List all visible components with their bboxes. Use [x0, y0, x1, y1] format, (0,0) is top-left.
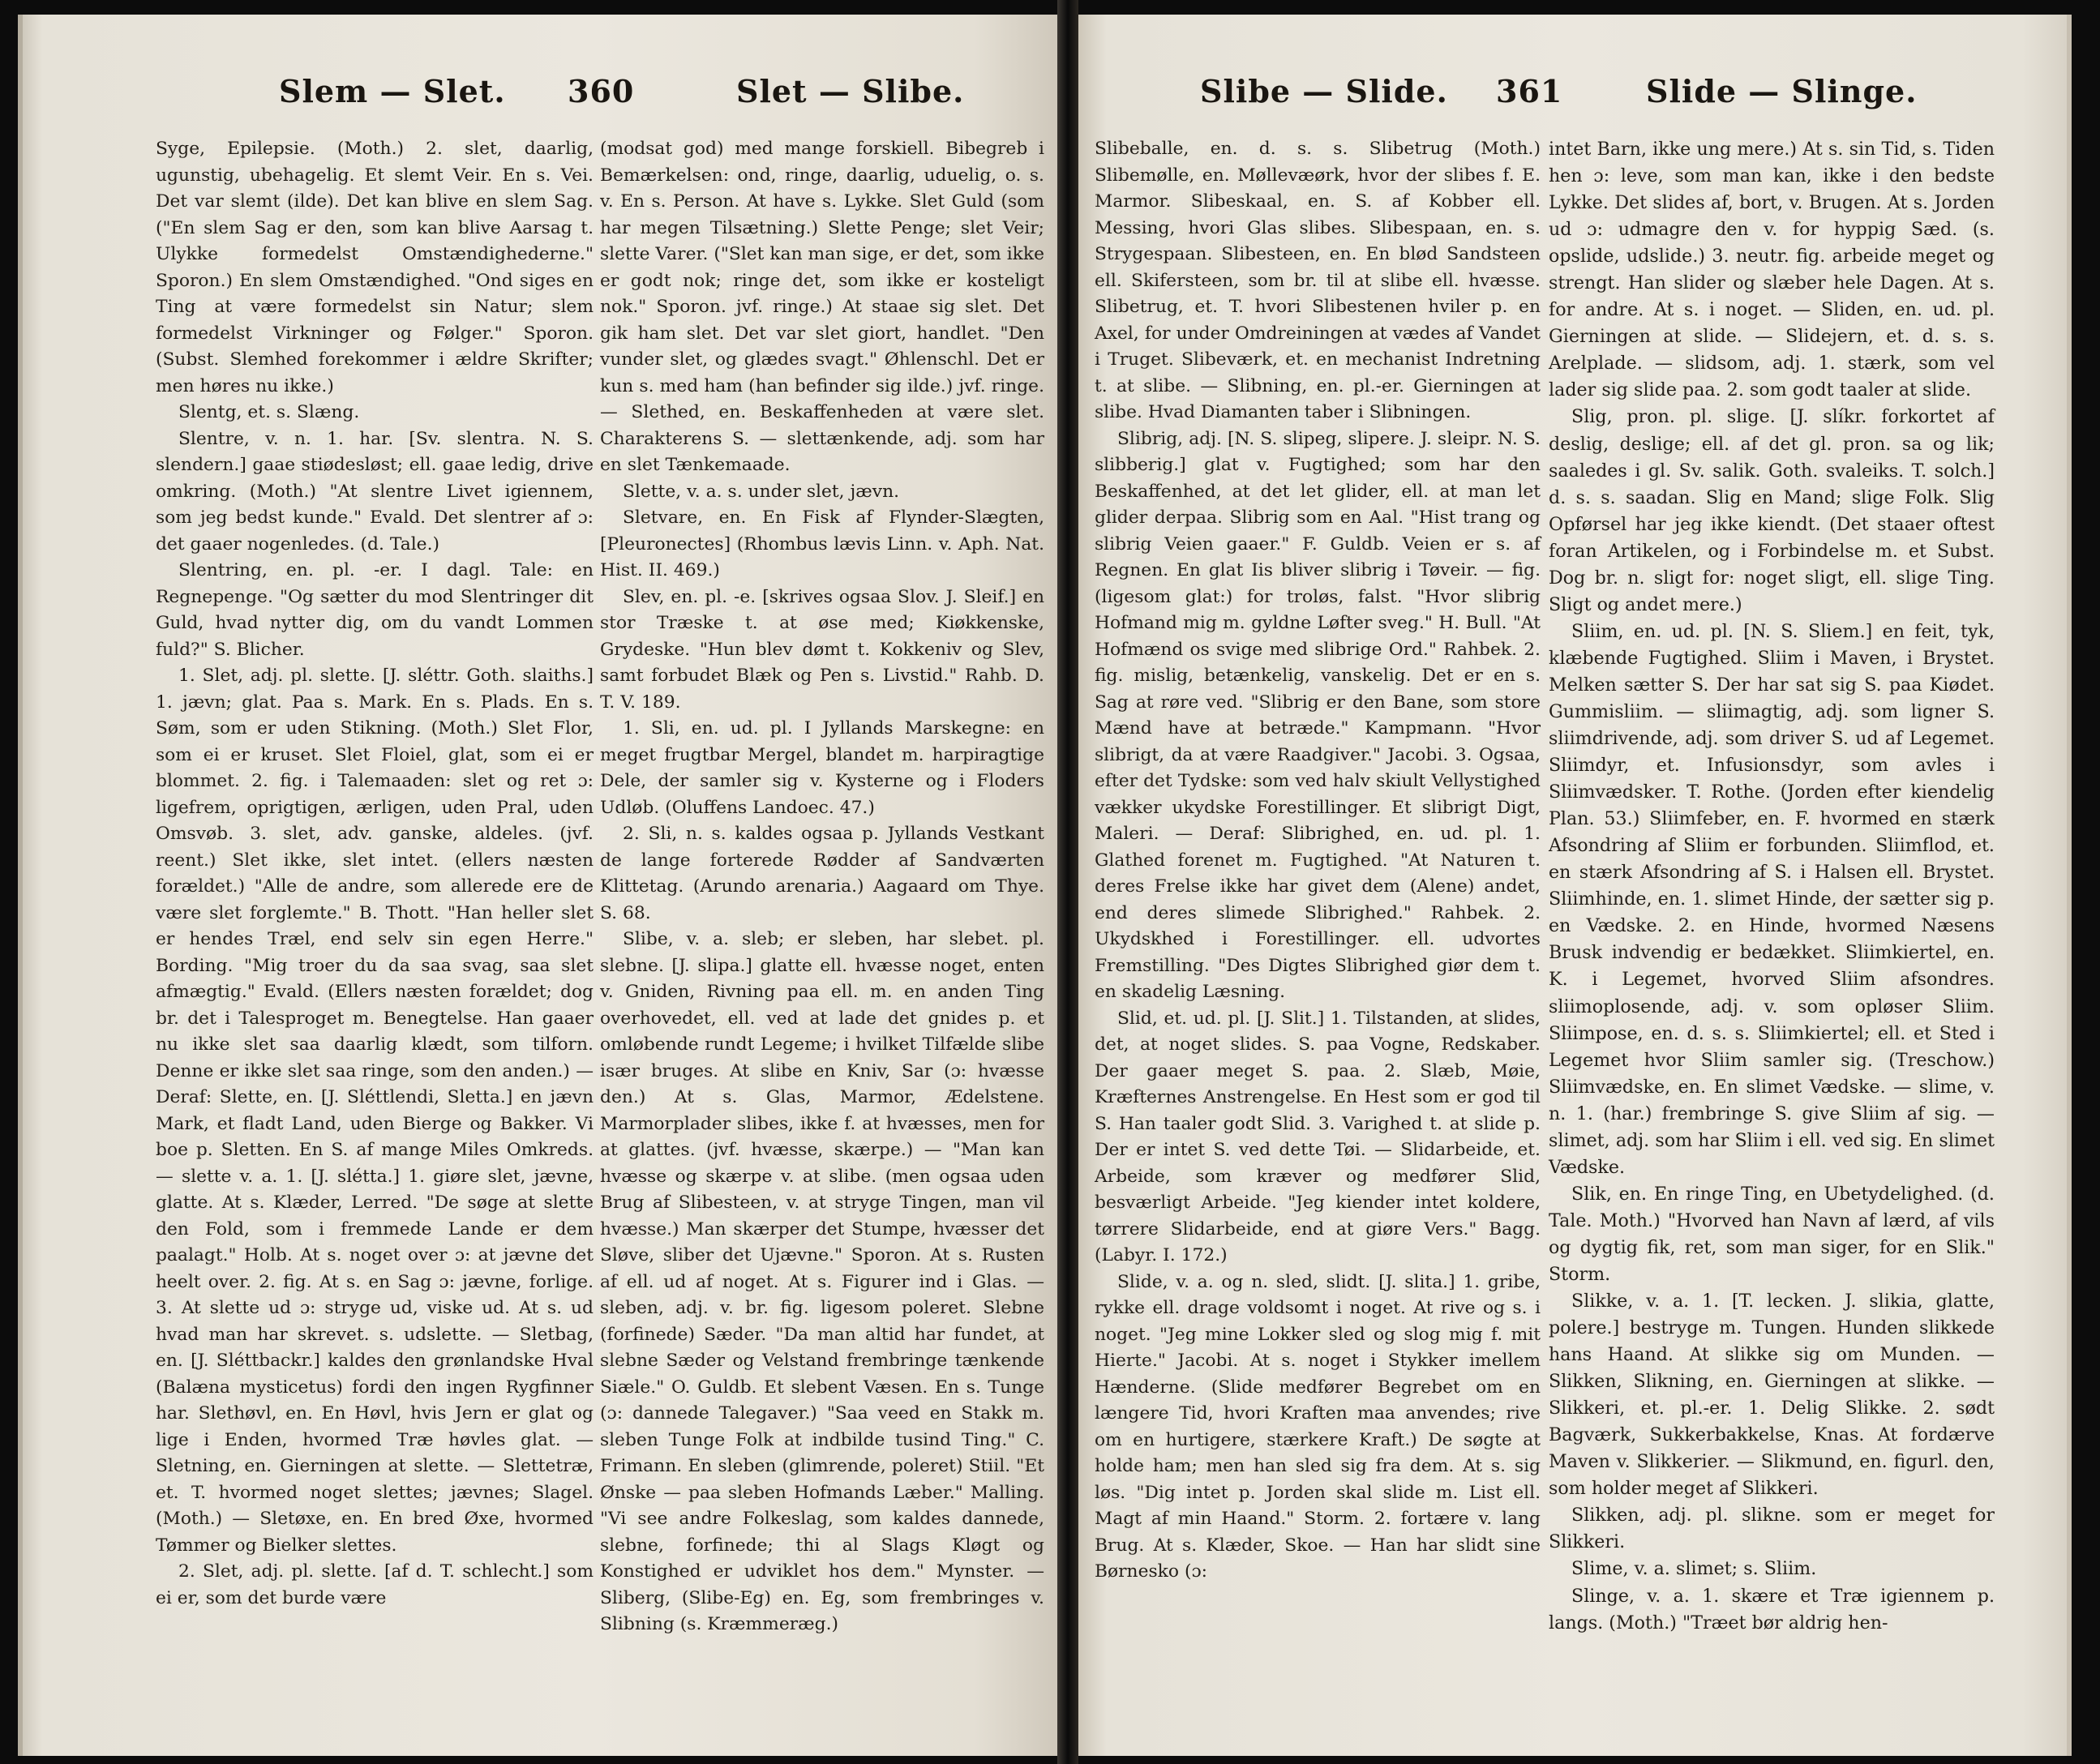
dictionary-entry: Slette, v. a. s. under slet, jævn.: [623, 481, 900, 502]
dictionary-entry: 2. Slet, adj. pl. slette. [af d. T. schlecht.] som ei er, som det burde være: [156, 1561, 594, 1608]
text-column-1: [1095, 136, 1541, 1586]
dictionary-entry: Slig, pron. pl. slige. [J. slíkr. forkortet af deslig, deslige; ell. af det gl. pron. sa og lik; saaledes i gl. Sv. salik. Goth. svaleiks. T. solch.] d. s. s. saadan. Slig en Mand; slige Folk. Slig Opførsel har jeg ikke kiendt. (Det staaer oftest foran Artikelen, og i Forbindelse m. et Subst. Dog br. n. sligt for: noget sligt, ell. slige Ting. Sligt og andet mere.): [1549, 406, 1995, 615]
header-right-guide-words: Slet — Slibe.: [736, 73, 965, 109]
header-right-guide-words: Slide — Slinge.: [1646, 73, 1918, 109]
dictionary-entry: Slentre, v. n. 1. har. [Sv. slentra. N. S. slendern.] gaae stiødesløst; ell. gaae ledig, drive omkring. (Moth.) "At slentre Livet igiennem, som jeg bedst kunde." Evald. Det slentrer af ɔ: det gaaer nogenledes. (d. Tale.): [156, 428, 594, 554]
running-header: [18, 73, 1057, 122]
book-gutter: [1057, 0, 1078, 1764]
left-page: [18, 15, 1057, 1756]
dictionary-entry: Slibrig, adj. [N. S. slipeg, slipere. J. sleipr. N. S. slibberig.] glat v. Fugtighed; som har den Beskaffenhed, at det let glider, ell. at man let glider derpaa. Slibrig som en Aal. "Hist trang og slibrig Veien gaaer." F. Guldb. Veien er s. af Regnen. En glat Iis bliver slibrig i Tøveir. — fig. (ligesom glat:) for troløs, falst. "Hvor slibrig Hofmand mig m. gyldne Løfter sveg." H. Bull. "At Hofmænd os svige med slibrige Ord." Rahbek. 2. fig. mislig, betænkelig, vanskelig. Det er en s. Sag at røre ved. "Slibrig er den Bane, som store Mænd have at betræde." Kampmann. "Hvor slibrigt, da at være Raadgiver." Jacobi. 3. Ogsaa, efter det Tydske: som ved halv skiult Vellystighed vækker ukydske Forestillinger. Et slibrigt Digt, Maleri. — Deraf: Slibrighed, en. ud. pl. 1. Glathed forenet m. Fugtighed. "At Naturen t. deres Frelse ikke har givet dem (Alene) andet, end deres slimede Slibrighed." Rahbek. 2. Ukydskhed i Forestillinger. ell. udvortes Fremstilling. "Des Digtes Slibrighed giør dem t. en skadelig Læsning.: [1095, 428, 1541, 1002]
dictionary-entry: Sliim, en. ud. pl. [N. S. Sliem.] en feit, tyk, klæbende Fugtighed. Sliim i Maven, i Brystet. Melken sætter S. Der har sat sig S. paa Kiødet. Gummisliim. — sliimagtig, adj. som ligner S. sliimdrivende, adj. som driver S. ud af Legemet. Sliimdyr, et. Infusionsdyr, som avles i Sliimvædsker. T. Rothe. (Jorden efter kiendelig Plan. 53.) Sliimfeber, en. F. hvormed en stærk Afsondring af Sliim er forbunden. Sliimflod, et. en stærk Afsondring af S. i Halsen ell. Brystet. Sliimhinde, en. 1. slimet Hinde, der sætter sig p. en Vædske. 2. en Hinde, hvormed Næsens Brusk indvendig er bedækket. Sliimkiertel, en. K. i Legemet, hvorved Sliim afsondres. sliimoplosende, adj. v. som opløser Sliim. Sliimpose, en. d. s. s. Sliimkiertel; ell. et Sted i Legemet hvor Sliim samler sig. (Treschow.) Sliimvædske, en. En slimet Vædske. — slime, v. n. 1. (har.) frembringe S. give Sliim af sig. — slimet, adj. som har Sliim i ell. ved sig. En slimet Vædske.: [1549, 620, 1995, 1178]
dictionary-entry: Slime, v. a. slimet; s. Sliim.: [1571, 1558, 1817, 1580]
dictionary-entry: Slev, en. pl. -e. [skrives ogsaa Slov. J. Sleif.] en stor Træske t. at øse med; Kiøkkenske, Grydeske. "Hun blev dømt t. Kokkeniv og Slev, samt forbudet Blæk og Pen s. Livstid." Rahb. D. T. V. 189.: [600, 586, 1044, 713]
right-page: [1078, 15, 2072, 1756]
dictionary-entry: Slibeballe, en. d. s. s. Slibetrug (Moth.) Slibemølle, en. Møllevæørk, hvor der slibes f. E. Marmor. Slibeskaal, en. S. af Kobber ell. Messing, hvori Glas slibes. Slibespaan, en. s. Strygespaan. Slibesteen, en. En blød Sandsteen ell. Skifersteen, som br. til at slibe ell. hvæsse. Slibetrug, et. T. hvori Slibestenen hviler p. en Axel, for under Omdreiningen at vædes af Vandet i Truget. Slibeværk, et. en mechanist Indretning t. at slibe. — Slibning, en. pl.-er. Gierningen at slibe. Hvad Diamanten taber i Slibningen.: [1095, 139, 1541, 422]
dictionary-entry: Syge, Epilepsie. (Moth.) 2. slet, daarlig, ugunstig, ubehagelig. Et slemt Veir. En s. Vei. Det var slemt (ilde). Det kan blive en slem Sag. ("En slem Sag er den, som kan blive Aarsag t. Ulykke formedelst Omstændighederne." Sporon.) En slem Omstændighed. "Ond siges en Ting at være formedelst sin Natur; slem formedelst Virkninger og Følger." Sporon. (Subst. Slemhed forekommer i ældre Skrifter; men høres nu ikke.): [156, 139, 594, 396]
dictionary-entry: 2. Sli, n. s. kaldes ogsaa p. Jyllands Vestkant de lange forterede Rødder af Sandværten Klittetag. (Arundo arenaria.) Aagaard om Thye. S. 68.: [600, 824, 1044, 923]
header-left-guide-words: Slibe — Slide.: [1200, 73, 1448, 109]
dictionary-entry: Slibe, v. a. sleb; er sleben, har slebet. pl. slebne. [J. slipa.] glatte ell. hvæsse noget, enten v. Gniden, Rivning paa ell. m. en anden Ting overhovedet, ell. ved at lade det gnides p. et omløbende rundt Legeme; i hvilket Tilfælde slibe især bruges. At slibe en Kniv, Sar (ɔ: hvæsse den.) At s. Glas, Marmor, Ædelstene. Marmorplader slibes, ikke f. at hvæsses, men for at glattes. (jvf. hvæsse, skærpe.) — "Man kan hvæsse og skærpe v. at slibe. (men ogsaa uden Brug af Slibesteen, v. at stryge Tingen, man vil hvæsse.) Man skærper det Stumpe, hvæsser det Sløve, sliber det Ujævne." Sporon. At s. Rusten af ell. ud af noget. At s. Figurer ind i Glas. — sleben, adj. v. br. fig. ligesom poleret. Slebne (forfinede) Sæder. "Da man altid har fundet, at slebne Sæder og Velstand frembringe tænkende Siæle." O. Guldb. Et slebent Væsen. En s. Tunge (ɔ: dannede Talegaver.) "Saa veed en Stakk m. sleben Tunge Folk at indbilde tusind Ting." C. Frimann. En sleben (glimrende, poleret) Stiil. "Et Ønske — paa sleben Hofmands Læber." Malling. "Vi see andre Folkeslag, som kaldes dannede, slebne, forfinede; thi al Slags Kløgt og Konstighed er udviklet hos dem." Mynster. — Sliberg, (Slibe-Eg) en. Eg, som frembringes v. Slibning (s. Kræmmeræg.): [600, 929, 1044, 1634]
dictionary-entry: Slentring, en. pl. -er. I dagl. Tale: en Regnepenge. "Og sætter du mod Slentringer dit Guld, hvad nytter dig, om du vandt Lommen fuld?" S. Blicher.: [156, 560, 594, 660]
dictionary-entry: 1. Slet, adj. pl. slette. [J. sléttr. Goth. slaiths.] 1. jævn; glat. Paa s. Mark. En s. Plads. En s. Søm, som er uden Stikning. (Moth.) Slet Flor, som ei er kruset. Slet Floiel, glat, som ei er blommet. 2. fig. i Talemaaden: slet og ret ɔ: ligefrem, oprigtigen, ærligen, uden Pral, uden Omsvøb. 3. slet, adv. ganske, aldeles. (jvf. reent.) Slet ikke, slet intet. (ellers næsten forældet.) "Alle de andre, som allerede ere de være slet forglemte." B. Thott. "Han heller slet er hendes Træl, end selv sin egen Herre." Bording. "Mig troer du da saa svag, saa slet afmægtig." Evald. (Ellers næsten forældet; dog br. det i Talesproget m. Benegtelse. Han gaaer nu ikke slet saa daarlig klædt, som tilforn. Denne er ikke slet saa ringe, som den anden.) — Deraf: Slette, en. [J. Sléttlendi, Sletta.] en jævn Mark, et fladt Land, uden Bierge og Bakker. Vi boe p. Sletten. En S. af mange Miles Omkreds. — slette v. a. 1. [J. slétta.] 1. giøre slet, jævne, glatte. At s. Klæder, Lerred. "De søge at slette den Fold, som i fremmede Lande er dem paalagt." Holb. At s. noget over ɔ: at jævne det heelt over. 2. fig. At s. en Sag ɔ: jævne, forlige. 3. At slette ud ɔ: stryge ud, viske ud. At s. ud hvad man har skrevet. s. udslette. — Sletbag, en. [J. Sléttbackr.] kaldes den grønlandske Hval (Balæna mysticetus) fordi den ingen Rygfinner har. Slethøvl, en. En Høvl, hvis Jern er glat og lige i Enden, hvormed Træ høvles glat. — Sletning, en. Gierningen at slette. — Slettetræ, et. T. hvormed noget slettes; jævnes; Slagel. (Moth.) — Sletøxe, en. En bred Øxe, hvormed Tømmer og Bielker slettes.: [156, 666, 594, 1556]
page-number: 360: [568, 73, 635, 109]
dictionary-entry: Sletvare, en. En Fisk af Flynder-Slægten, [Pleuronectes] (Rhombus lævis Linn. v. Aph. Nat. Hist. II. 469.): [600, 507, 1044, 580]
running-header: [1078, 73, 2072, 122]
text-column-2: [1549, 136, 1995, 1637]
text-column-1: [156, 136, 594, 1612]
dictionary-entry: Slik, en. En ringe Ting, en Ubetydelighed. (d. Tale. Moth.) "Hvorved han Navn af lærd, af vils og dygtig fik, ret, som man siger, for en Slik." Storm.: [1549, 1183, 1995, 1285]
dictionary-entry: Slide, v. a. og n. sled, slidt. [J. slita.] 1. gribe, rykke ell. drage voldsomt i noget. At rive og s. i noget. "Jeg mine Lokker sled og slog mig f. mit Hierte." Jacobi. At s. noget i Stykker imellem Hænderne. (Slide medfører Begrebet om en længere Tid, hvori Kraften maa anvendes; rive om en hurtigere, stærkere Kraft.) De søgte at holde ham; men han sled sig fra dem. At s. sig løs. "Dig intet p. Jorden skal slide m. List ell. Magt af min Haand." Storm. 2. fortære v. lang Brug. At s. Klæder, Skoe. — Han har slidt sine Børnesko (ɔ:: [1095, 1271, 1541, 1582]
dictionary-entry: Slentg, et. s. Slæng.: [178, 402, 360, 422]
page-edge: [2067, 15, 2072, 1756]
page-edge: [18, 15, 23, 1756]
dictionary-entry: Slikke, v. a. 1. [T. lecken. J. slikia, glatte, polere.] bestryge m. Tungen. Hunden slikkede hans Haand. At slikke sig om Munden. — Slikken, Slikning, en. Gierningen at slikke. — Slikkeri, et. pl.-er. 1. Delig Slikke. 2. sødt Bagværk, Sukkerbakkelse, Knas. At fordærve Maven v. Slikkerier. — Slikmund, en. figurl. den, som holder meget af Slikkeri.: [1549, 1291, 1995, 1500]
page-number: 361: [1496, 73, 1563, 109]
text-column-2: [600, 136, 1044, 1638]
dictionary-entry: Slinge, v. a. 1. skære et Træ igiennem p. langs. (Moth.) "Træet bør aldrig hen-: [1549, 1585, 1995, 1633]
dictionary-entry: Slikken, adj. pl. slikne. som er meget for Slikkeri.: [1549, 1505, 1995, 1553]
dictionary-entry: Slid, et. ud. pl. [J. Slit.] 1. Tilstanden, at slides, det, at noget slides. S. paa Vogne, Redskaber. Der gaaer meget S. paa. 2. Slæb, Møie, Kræfternes Anstrengelse. En Hest som er god til S. Han taaler godt Slid. 3. Varighed t. at slide p. Der er intet S. ved dette Tøi. — Slidarbeide, et. Arbeide, som kræver og medfører Slid, besværligt Arbeide. "Jeg kiender intet koldere, tørrere Slidarbeide, end at giøre Vers." Bagg. (Labyr. I. 172.): [1095, 1008, 1541, 1265]
dictionary-entry: 1. Sli, en. ud. pl. I Jyllands Marskegne: en meget frugtbar Mergel, blandet m. harpiragtige Dele, der samler sig v. Kysterne og i Floders Udløb. (Oluffens Landoec. 47.): [600, 718, 1044, 818]
dictionary-entry: intet Barn, ikke ung mere.) At s. sin Tid, s. Tiden hen ɔ: leve, som man kan, ikke i den bedste Lykke. Det slides af, bort, v. Brugen. At s. Jorden ud ɔ: udmagre den v. for hyppig Sæd. (s. opslide, udslide.) 3. neutr. fig. arbeide meget og strengt. Han slider og slæber hele Dagen. At s. for andre. At s. i noget. — Sliden, en. ud. pl. Gierningen at slide. — Slidejern, et. d. s. s. Arelplade. — slidsom, adj. 1. stærk, som vel lader sig slide paa. 2. som godt taaler at slide.: [1549, 139, 1995, 401]
header-left-guide-words: Slem — Slet.: [279, 73, 506, 109]
dictionary-entry: (modsat god) med mange forskiell. Bibegreb i Bemærkelsen: ond, ringe, daarlig, uduelig, o. s. v. En s. Person. At have s. Lykke. Slet Guld (som har megen Tilsætning.) Slette Penge; slet Veir; slette Varer. ("Slet kan man sige, er det, som ikke er godt nok; ringe det, som ikke er kosteligt nok." Sporon. jvf. ringe.) At staae sig slet. Det gik ham slet. Det var slet giort, handlet. "Den vunder slet, og glædes svagt." Øhlenschl. Det er kun s. med ham (han befinder sig ilde.) jvf. ringe. — Slethed, en. Beskaffenheden at være slet. Charakterens S. — slettænkende, adj. som har en slet Tænkemaade.: [600, 139, 1044, 475]
